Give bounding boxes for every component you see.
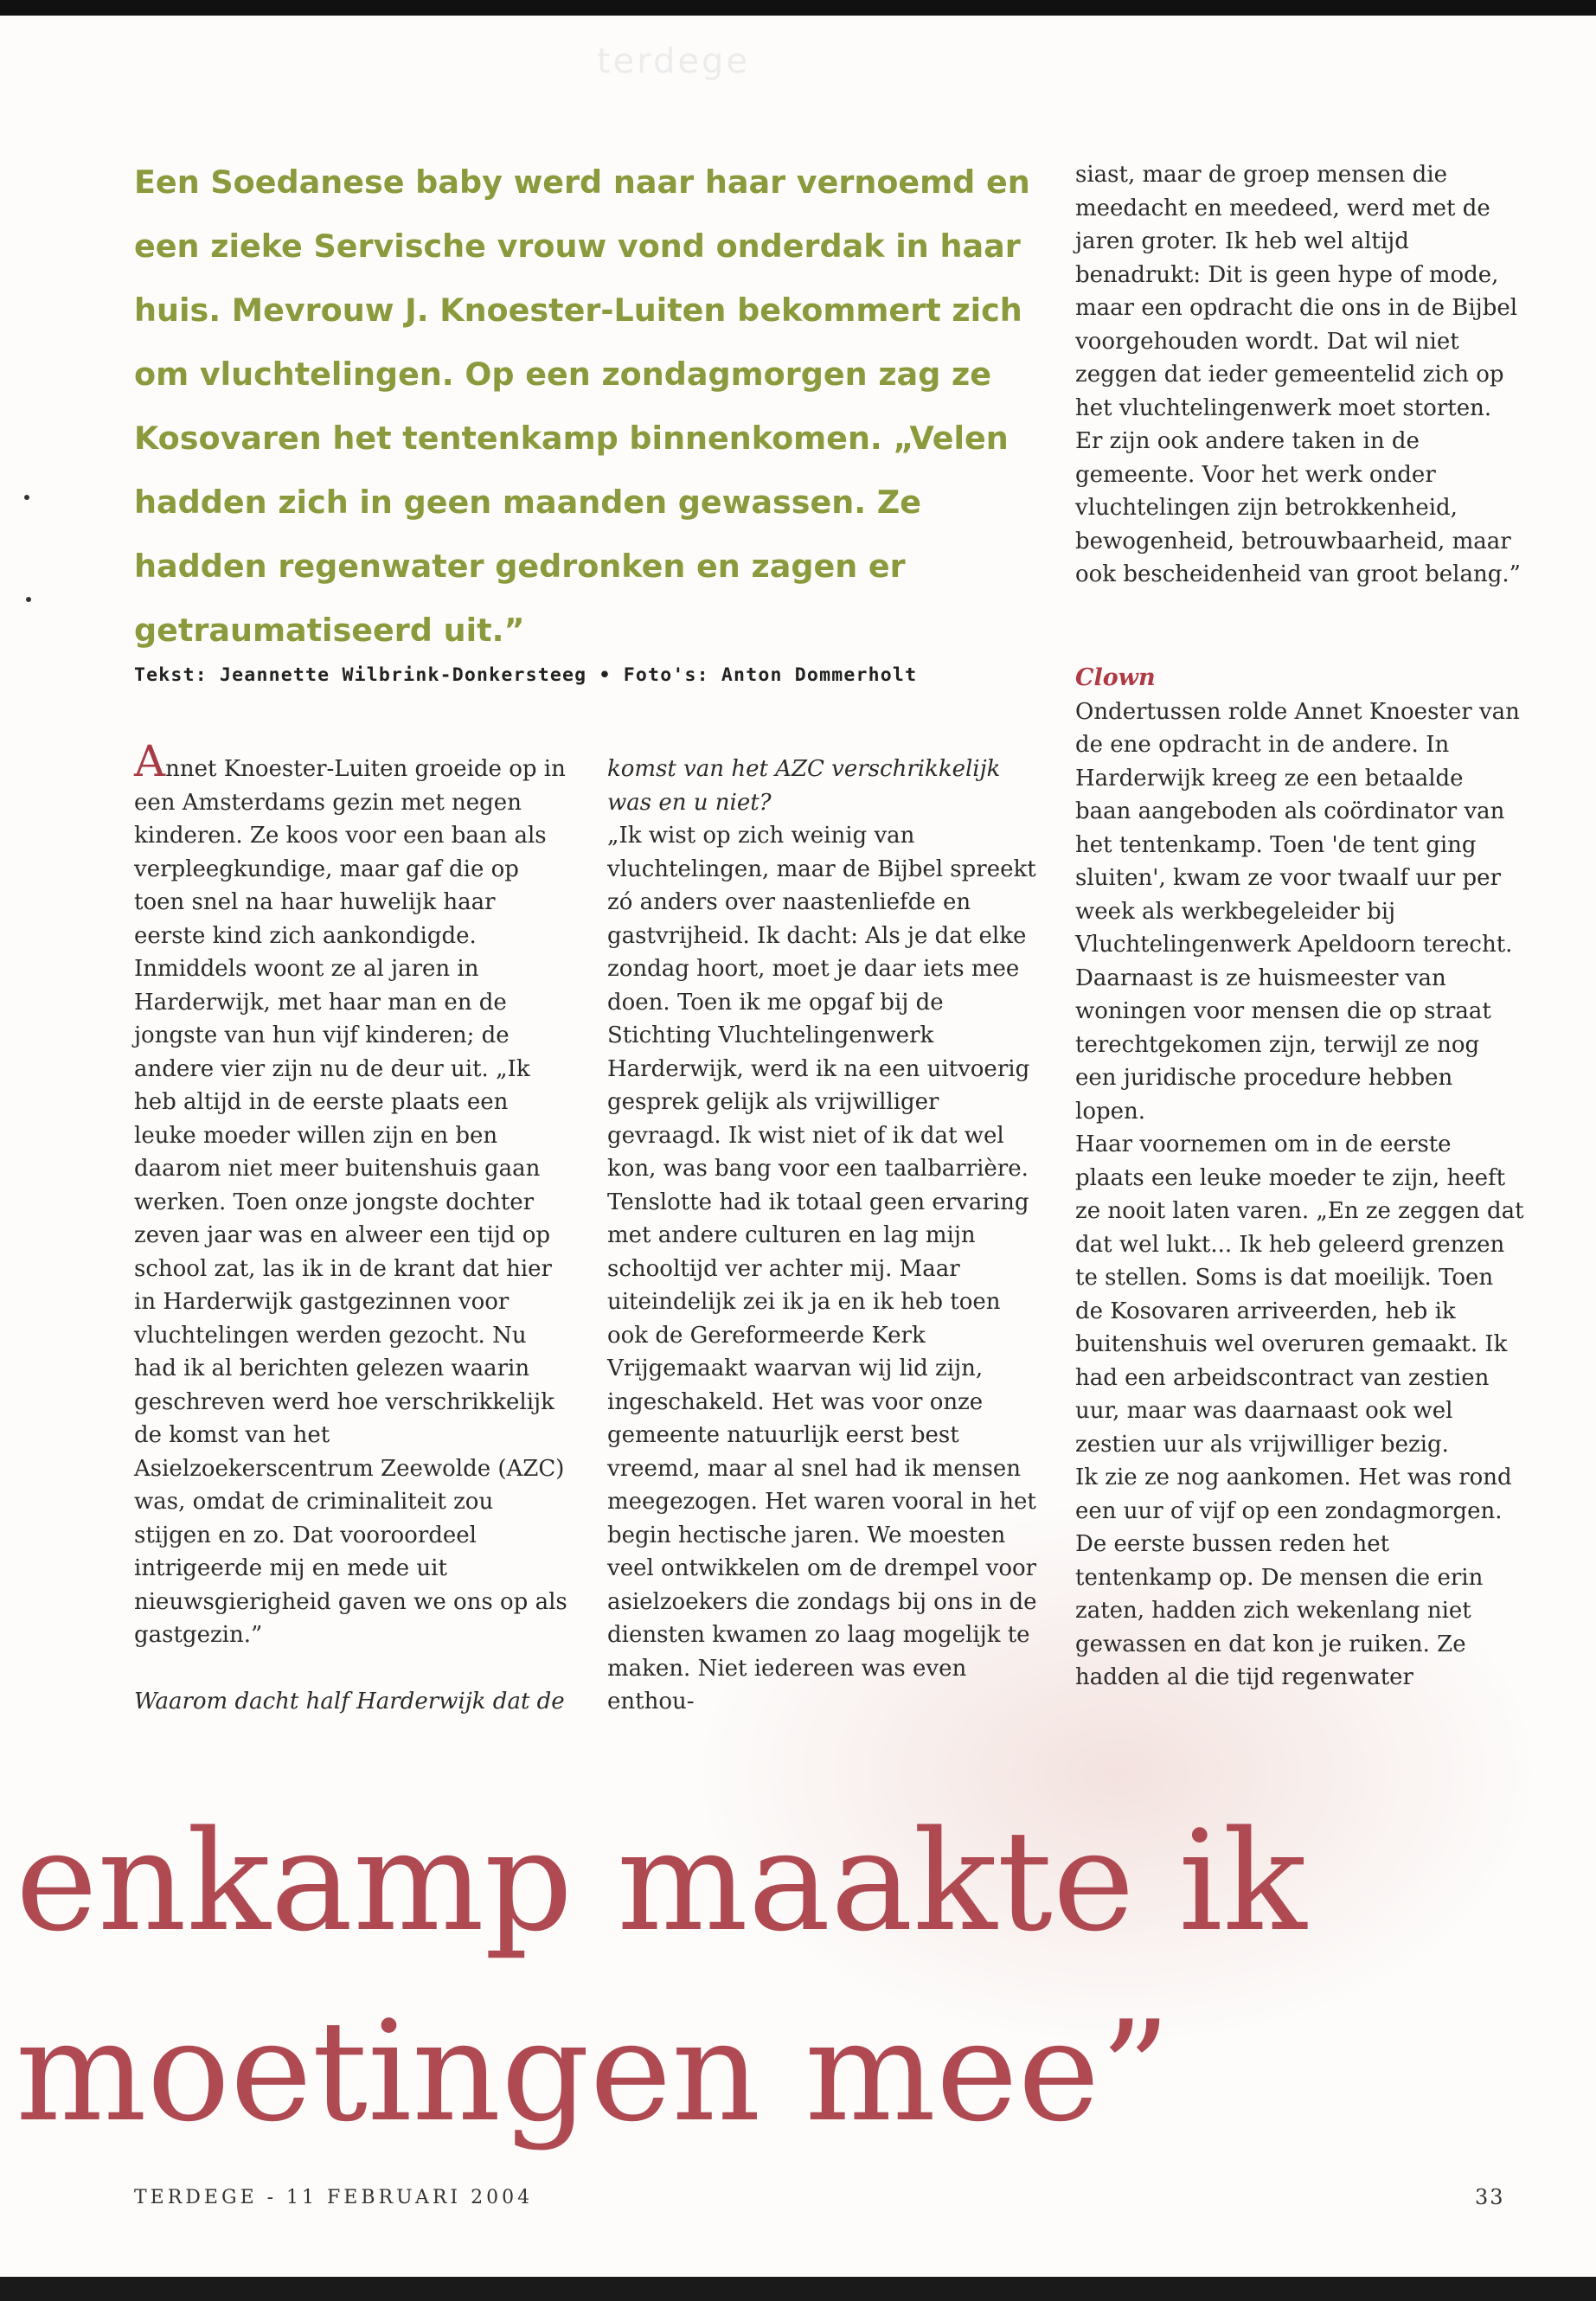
subheading: Clown [1075, 664, 1156, 691]
drop-cap: A [134, 736, 166, 786]
intro-lead: Een Soedanese baby werd naar haar vernoemd en een zieke Servische vrouw vond onderdak in haar huis. Mevrouw J. Knoester-Luiten bekommert zich om vluchtelingen. Op een zondagmorgen zag ze Kosovaren het tentenkamp binnenkomen. „Velen hadden zich in geen maanden gewassen. Ze hadden regenwater gedronken en zagen er getraumatiseerd uit.” [134, 163, 1030, 649]
pull-quote-line-2: moetingen mee” [16, 1990, 1171, 2152]
pull-quote-line-1: enkamp maakte ik [16, 1800, 1307, 1962]
page-number: 33 [1475, 2185, 1505, 2209]
byline: Tekst: Jeannette Wilbrink-Donkersteeg • Foto's: Anton Dommerholt [134, 664, 918, 686]
margin-mark [24, 495, 29, 500]
bottom-border [0, 2277, 1596, 2301]
paragraph: siast, maar de groep mensen die meedacht en meedeed, werd met de jaren groter. Ik heb wel altijd benadrukt: Dit is geen hype of mode, maar een opdracht die ons in de Bijbel voorgehouden wordt. Dat wil niet zeggen dat ieder gemeentelid zich op het vluchtelingenwerk moet storten. Er zijn ook andere taken in de gemeente. Voor het werk onder vluchtelingen zijn betrokkenheid, bewogenheid, betrouwbaarheid, maar ook bescheidenheid van groot belang.” [1075, 162, 1521, 587]
paragraph: Haar voornemen om in de eerste plaats een leuke moeder te zijn, heeft ze nooit laten varen. „En ze zeggen dat dat wel lukt... Ik heb geleerd grenzen te stellen. Soms is dat moeilijk. Toen de Kosovaren arriveerden, heb ik buitenshuis wel overuren gemaakt. Ik had een arbeidscontract van zestien uur, maar was daarnaast ook wel zestien uur als vrijwilliger bezig. [1075, 1131, 1524, 1458]
top-border [0, 0, 1596, 16]
interview-question: Waarom dacht half Harderwijk dat de [134, 1688, 565, 1715]
ghost-header: terdege [597, 42, 751, 81]
paragraph: „Ik wist op zich weinig van vluchtelingen, maar de Bijbel spreekt zó anders over naastenliefde en gastvrijheid. Ik dacht: Als je dat elke zondag hoort, moet je daar iets mee doen. Toen ik me opgaf bij de Stichting Vluchtelingenwerk Harderwijk, werd ik na een uitvoerig gesprek gelijk als vrijwilliger gevraagd. Ik wist niet of ik dat wel kon, was bang voor een taalbarrière. Tenslotte had ik totaal geen ervaring met andere culturen en lag mijn schooltijd ver achter mij. Maar uiteindelijk zei ik ja en ik heb toen ook de Gereformeerde Kerk Vrijgemaakt waarvan wij lid zijn, ingeschakeld. Het was voor onze gemeente natuurlijk eerst best vreemd, maar al snel had ik mensen meegezogen. Het waren vooral in het begin hectische jaren. We moesten veel ontwikkelen om de drempel voor asielzoekers die zondags bij ons in de diensten kwamen zo laag mogelijk te maken. Niet iedereen was even enthou- [607, 823, 1037, 1715]
paragraph: Ondertussen rolde Annet Knoester van de ene opdracht in de andere. In Harderwijk kreeg ze een betaalde baan aangeboden als coördinator van het tentenkamp. Toen 'de tent ging sluiten', kwam ze voor twaalf uur per week als werkbegeleider bij Vluchtelingenwerk Apeldoorn terecht. Daarnaast is ze huismeester van woningen voor mensen die op straat terechtgekomen zijn, terwijl ze nog een juridische procedure hebben lopen. [1075, 698, 1520, 1125]
paragraph-text: nnet Knoester-Luiten groeide op in een Amsterdams gezin met negen kinderen. Ze koos voor een baan als verpleegkundige, maar gaf die op toen snel na haar huwelijk haar eerste kind zich aankondigde. Inmiddels woont ze al jaren in Harderwijk, met haar man en de jongste van hun vijf kinderen; de andere vier zijn nu de deur uit. „Ik heb altijd in de eerste plaats een leuke moeder willen zijn en ben daarom niet meer buitenshuis gaan werken. Toen onze jongste dochter zeven jaar was en alweer een tijd op school zat, las ik in de krant dat hier in Harderwijk gastgezinnen voor vluchtelingen werden gezocht. Nu had ik al berichten gelezen waarin geschreven werd hoe verschrikkelijk de komst van het Asielzoekerscentrum Zeewolde (AZC) was, omdat de criminaliteit zou stijgen en zo. Dat vooroordeel intrigeerde mij en mede uit nieuwsgierigheid gaven we ons op als gastgezin.” [134, 756, 567, 1648]
paragraph [134, 736, 571, 1652]
interview-question-end: komst van het AZC verschrikkelijk was en u niet? [607, 756, 1001, 816]
footer-publication: TERDEGE - 11 FEBRUARI 2004 [134, 2187, 534, 2208]
article-column-1 [134, 736, 571, 1718]
article-column-2 [607, 753, 1044, 1719]
paragraph: Ik zie ze nog aankomen. Het was rond een uur of vijf op een zondagmorgen. De eerste bussen reden het tentenkamp op. De mensen die erin zaten, hadden zich wekenlang niet gewassen en dat kon je ruiken. Ze hadden al die tijd regenwater [1075, 1465, 1512, 1690]
article-column-3-bottom [1075, 662, 1525, 1695]
margin-mark [26, 597, 31, 602]
article-column-3-top [1075, 158, 1525, 592]
